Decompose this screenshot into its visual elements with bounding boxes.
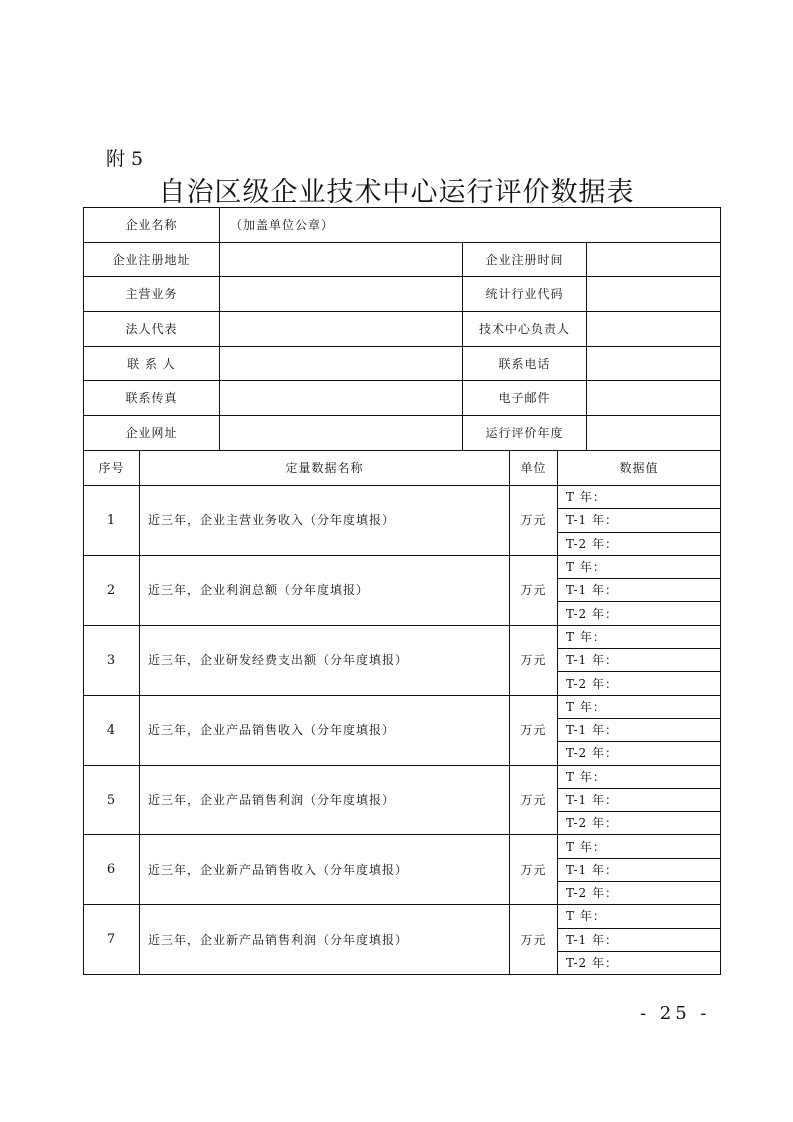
info-label-right: 联系电话 <box>463 346 587 381</box>
row-unit: 万元 <box>510 905 558 975</box>
table-row <box>84 695 721 718</box>
year-value-field[interactable]: T-2 年： <box>558 672 721 695</box>
info-field-right[interactable] <box>587 381 721 416</box>
info-field-right[interactable] <box>587 312 721 347</box>
attachment-label: 附 5 <box>106 148 144 170</box>
info-field-left[interactable] <box>220 416 463 451</box>
info-label-right: 统计行业代码 <box>463 277 587 312</box>
row-name: 近三年，企业研发经费支出额（分年度填报） <box>140 625 510 695</box>
company-name-field[interactable]: （加盖单位公章） <box>220 208 721 243</box>
year-value-field[interactable]: T-1 年： <box>558 509 721 532</box>
table-row <box>84 486 721 509</box>
row-unit: 万元 <box>510 555 558 625</box>
info-label-right: 电子邮件 <box>463 381 587 416</box>
year-value-field[interactable]: T 年： <box>558 555 721 578</box>
year-value-field[interactable]: T 年： <box>558 835 721 858</box>
row-seq: 4 <box>84 695 140 765</box>
info-label-left: 企业网址 <box>84 416 220 451</box>
header-value: 数据值 <box>558 451 721 486</box>
year-value-field[interactable]: T-1 年： <box>558 718 721 741</box>
info-field-left[interactable] <box>220 312 463 347</box>
year-value-field[interactable]: T-2 年： <box>558 882 721 905</box>
table-row <box>84 765 721 788</box>
year-value-field[interactable]: T 年： <box>558 765 721 788</box>
info-label-left: 联系传真 <box>84 381 220 416</box>
row-unit: 万元 <box>510 625 558 695</box>
row-name: 近三年，企业新产品销售收入（分年度填报） <box>140 835 510 905</box>
page-title: 自治区级企业技术中心运行评价数据表 <box>158 177 635 208</box>
year-value-field[interactable]: T 年： <box>558 905 721 928</box>
row-seq: 3 <box>84 625 140 695</box>
info-row <box>84 242 721 277</box>
info-label-left: 企业注册地址 <box>84 242 220 277</box>
info-label-right: 运行评价年度 <box>463 416 587 451</box>
info-field-left[interactable] <box>220 346 463 381</box>
row-seq: 7 <box>84 905 140 975</box>
row-seq: 5 <box>84 765 140 835</box>
info-field-left[interactable] <box>220 242 463 277</box>
year-value-field[interactable]: T-1 年： <box>558 579 721 602</box>
page-number: - 25 - <box>640 1003 711 1024</box>
header-name: 定量数据名称 <box>140 451 510 486</box>
info-label-right: 技术中心负责人 <box>463 312 587 347</box>
info-field-right[interactable] <box>587 416 721 451</box>
info-row <box>84 416 721 451</box>
row-name: 近三年，企业主营业务收入（分年度填报） <box>140 486 510 556</box>
year-value-field[interactable]: T 年： <box>558 625 721 648</box>
info-field-left[interactable] <box>220 381 463 416</box>
info-label-left: 主营业务 <box>84 277 220 312</box>
info-label-right: 企业注册时间 <box>463 242 587 277</box>
row-seq: 1 <box>84 486 140 556</box>
year-value-field[interactable]: T 年： <box>558 695 721 718</box>
table-row <box>84 625 721 648</box>
year-value-field[interactable]: T-2 年： <box>558 812 721 835</box>
row-name: 近三年，企业新产品销售利润（分年度填报） <box>140 905 510 975</box>
table-row <box>84 835 721 858</box>
year-value-field[interactable]: T-1 年： <box>558 788 721 811</box>
year-value-field[interactable]: T-2 年： <box>558 532 721 555</box>
row-unit: 万元 <box>510 695 558 765</box>
row-unit: 万元 <box>510 835 558 905</box>
table-row <box>84 555 721 578</box>
row-name: 近三年，企业产品销售收入（分年度填报） <box>140 695 510 765</box>
quantitative-data-table <box>83 450 721 975</box>
info-field-right[interactable] <box>587 346 721 381</box>
row-unit: 万元 <box>510 486 558 556</box>
info-field-right[interactable] <box>587 242 721 277</box>
info-field-left[interactable] <box>220 277 463 312</box>
year-value-field[interactable]: T-1 年： <box>558 858 721 881</box>
info-row <box>84 277 721 312</box>
year-value-field[interactable]: T-2 年： <box>558 602 721 625</box>
row-name: 近三年，企业产品销售利润（分年度填报） <box>140 765 510 835</box>
year-value-field[interactable]: T-2 年： <box>558 742 721 765</box>
row-seq: 2 <box>84 555 140 625</box>
company-name-label: 企业名称 <box>84 208 220 243</box>
header-unit: 单位 <box>510 451 558 486</box>
info-field-right[interactable] <box>587 277 721 312</box>
row-name: 近三年，企业利润总额（分年度填报） <box>140 555 510 625</box>
info-row <box>84 381 721 416</box>
table-row <box>84 905 721 928</box>
info-label-left: 联 系 人 <box>84 346 220 381</box>
year-value-field[interactable]: T-1 年： <box>558 649 721 672</box>
row-seq: 6 <box>84 835 140 905</box>
info-row <box>84 346 721 381</box>
info-row <box>84 312 721 347</box>
year-value-field[interactable]: T-1 年： <box>558 928 721 951</box>
year-value-field[interactable]: T 年： <box>558 486 721 509</box>
info-label-left: 法人代表 <box>84 312 220 347</box>
header-seq: 序号 <box>84 451 140 486</box>
company-info-table <box>83 207 721 451</box>
row-unit: 万元 <box>510 765 558 835</box>
year-value-field[interactable]: T-2 年： <box>558 951 721 974</box>
